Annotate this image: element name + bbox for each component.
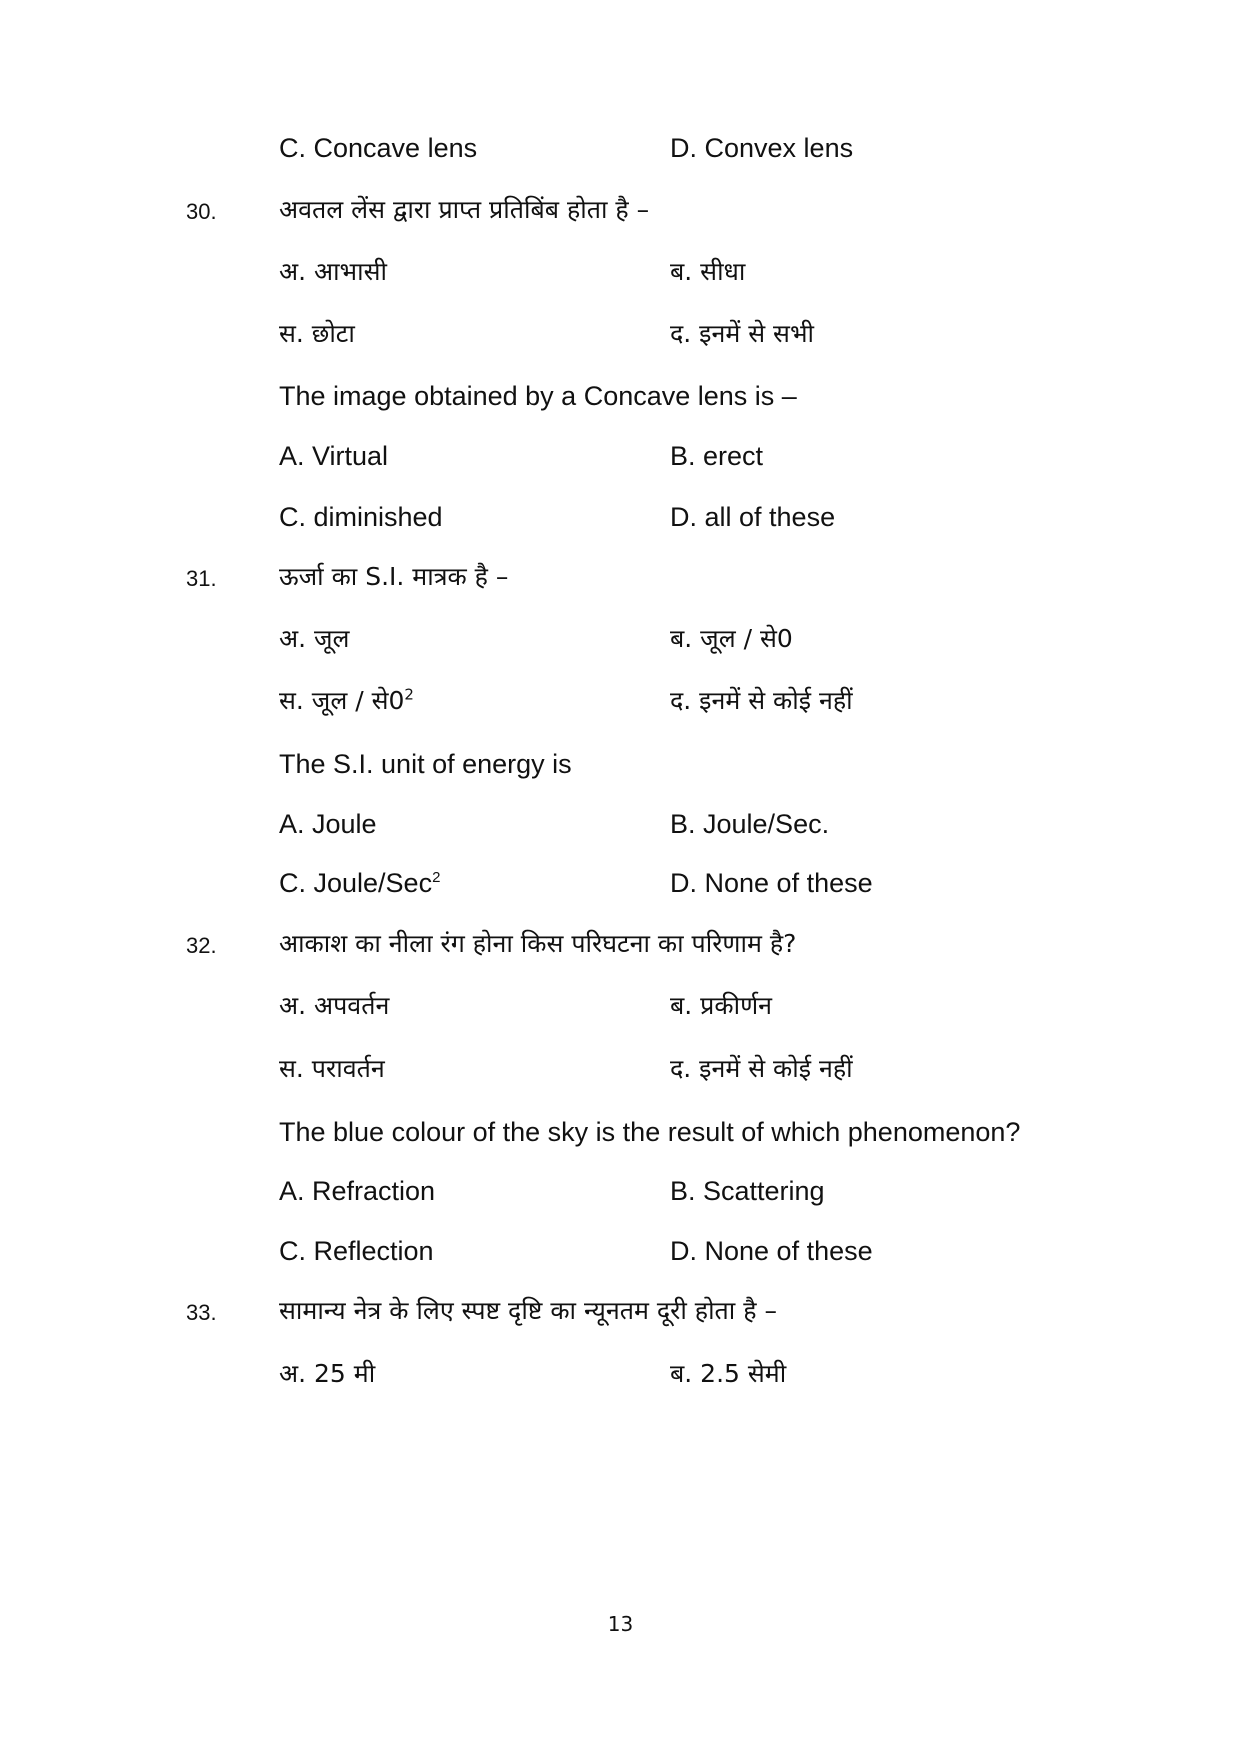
option-left [279,1234,434,1268]
option-left-text: C. Reflection [279,1236,434,1266]
question-text-text: ऊर्जा का S.I. मात्रक है – [279,562,509,591]
option-left [279,1174,435,1208]
option-left [279,255,387,289]
question-text [279,927,796,961]
option-left-text: C. diminished [279,502,443,532]
option-right [670,1357,786,1391]
option-left-text: अ. अपवर्तन [279,991,390,1020]
option-right-text: ब. प्रकीर्णन [670,991,773,1020]
question-text [279,1294,777,1328]
option-left-text: A. Virtual [279,441,389,471]
option-right [670,317,814,351]
option-left [279,131,477,165]
option-right [670,131,853,165]
option-right [670,622,793,656]
option-left-text: स. जूल / से0 [279,686,405,715]
option-right [670,989,772,1023]
option-right [670,1174,825,1208]
option-right [670,439,763,473]
option-right-text: द. इनमें से कोई नहीं [670,1054,853,1083]
question-text-text: आकाश का नीला रंग होना किस परिघटना का परिणाम है? [279,929,797,958]
option-right-text: B. erect [670,441,764,471]
option-left-text: A. Joule [279,809,377,839]
option-right-text: B. Joule/Sec. [670,809,830,839]
question-number: 30. [186,199,217,224]
option-left-text: C. Joule/Sec [279,868,433,898]
option-left [279,439,388,473]
question-text [279,1115,1020,1149]
question-text-text: अवतल लेंस द्वारा प्राप्त प्रतिबिंब होता है – [279,195,650,224]
option-left [279,317,355,351]
option-right-text: ब. सीधा [670,257,746,286]
option-left-text: अ. 25 मी [279,1359,376,1388]
option-left [279,1052,385,1086]
option-left-text: C. Concave lens [279,133,478,163]
option-right [670,255,745,289]
option-right-text: D. Convex lens [670,133,854,163]
option-right-text: ब. 2.5 सेमी [670,1359,787,1388]
question-text [279,747,572,781]
option-left-text: अ. आभासी [279,257,387,286]
option-left [279,866,440,900]
option-right-text: D. all of these [670,502,836,532]
option-right [670,866,873,900]
page-number: 13 [607,1612,634,1636]
option-left [279,684,414,718]
option-right [670,500,835,534]
option-right [670,1052,853,1086]
question-text-text: The image obtained by a Concave lens is – [279,381,797,411]
question-text [279,379,797,413]
option-right [670,684,853,718]
option-left-superscript: 2 [432,869,441,886]
option-left [279,989,389,1023]
option-right [670,1234,873,1268]
question-text-text: The S.I. unit of energy is [279,749,572,779]
option-left-superscript: 2 [404,685,414,704]
question-text [279,193,649,227]
question-number: 33. [186,1300,217,1325]
question-number: 32. [186,933,217,958]
option-left [279,622,350,656]
option-right [670,807,829,841]
option-right-text: D. None of these [670,868,873,898]
question-text-text: सामान्य नेत्र के लिए स्पष्ट दृष्टि का न्यूनतम दूरी होता है – [279,1296,777,1325]
option-left-text: A. Refraction [279,1176,436,1206]
option-left-text: स. छोटा [279,319,355,348]
option-left-text: अ. जूल [279,624,350,653]
question-number: 31. [186,566,217,591]
option-right-text: द. इनमें से कोई नहीं [670,686,853,715]
option-right-text: ब. जूल / से0 [670,624,793,653]
option-left-text: स. परावर्तन [279,1054,385,1083]
option-right-text: B. Scattering [670,1176,825,1206]
question-text-text: The blue colour of the sky is the result of which phenomenon? [279,1117,1021,1147]
option-right-text: D. None of these [670,1236,873,1266]
option-left [279,807,377,841]
option-left [279,1357,375,1391]
option-right-text: द. इनमें से सभी [670,319,815,348]
option-left [279,500,443,534]
question-text [279,560,508,594]
